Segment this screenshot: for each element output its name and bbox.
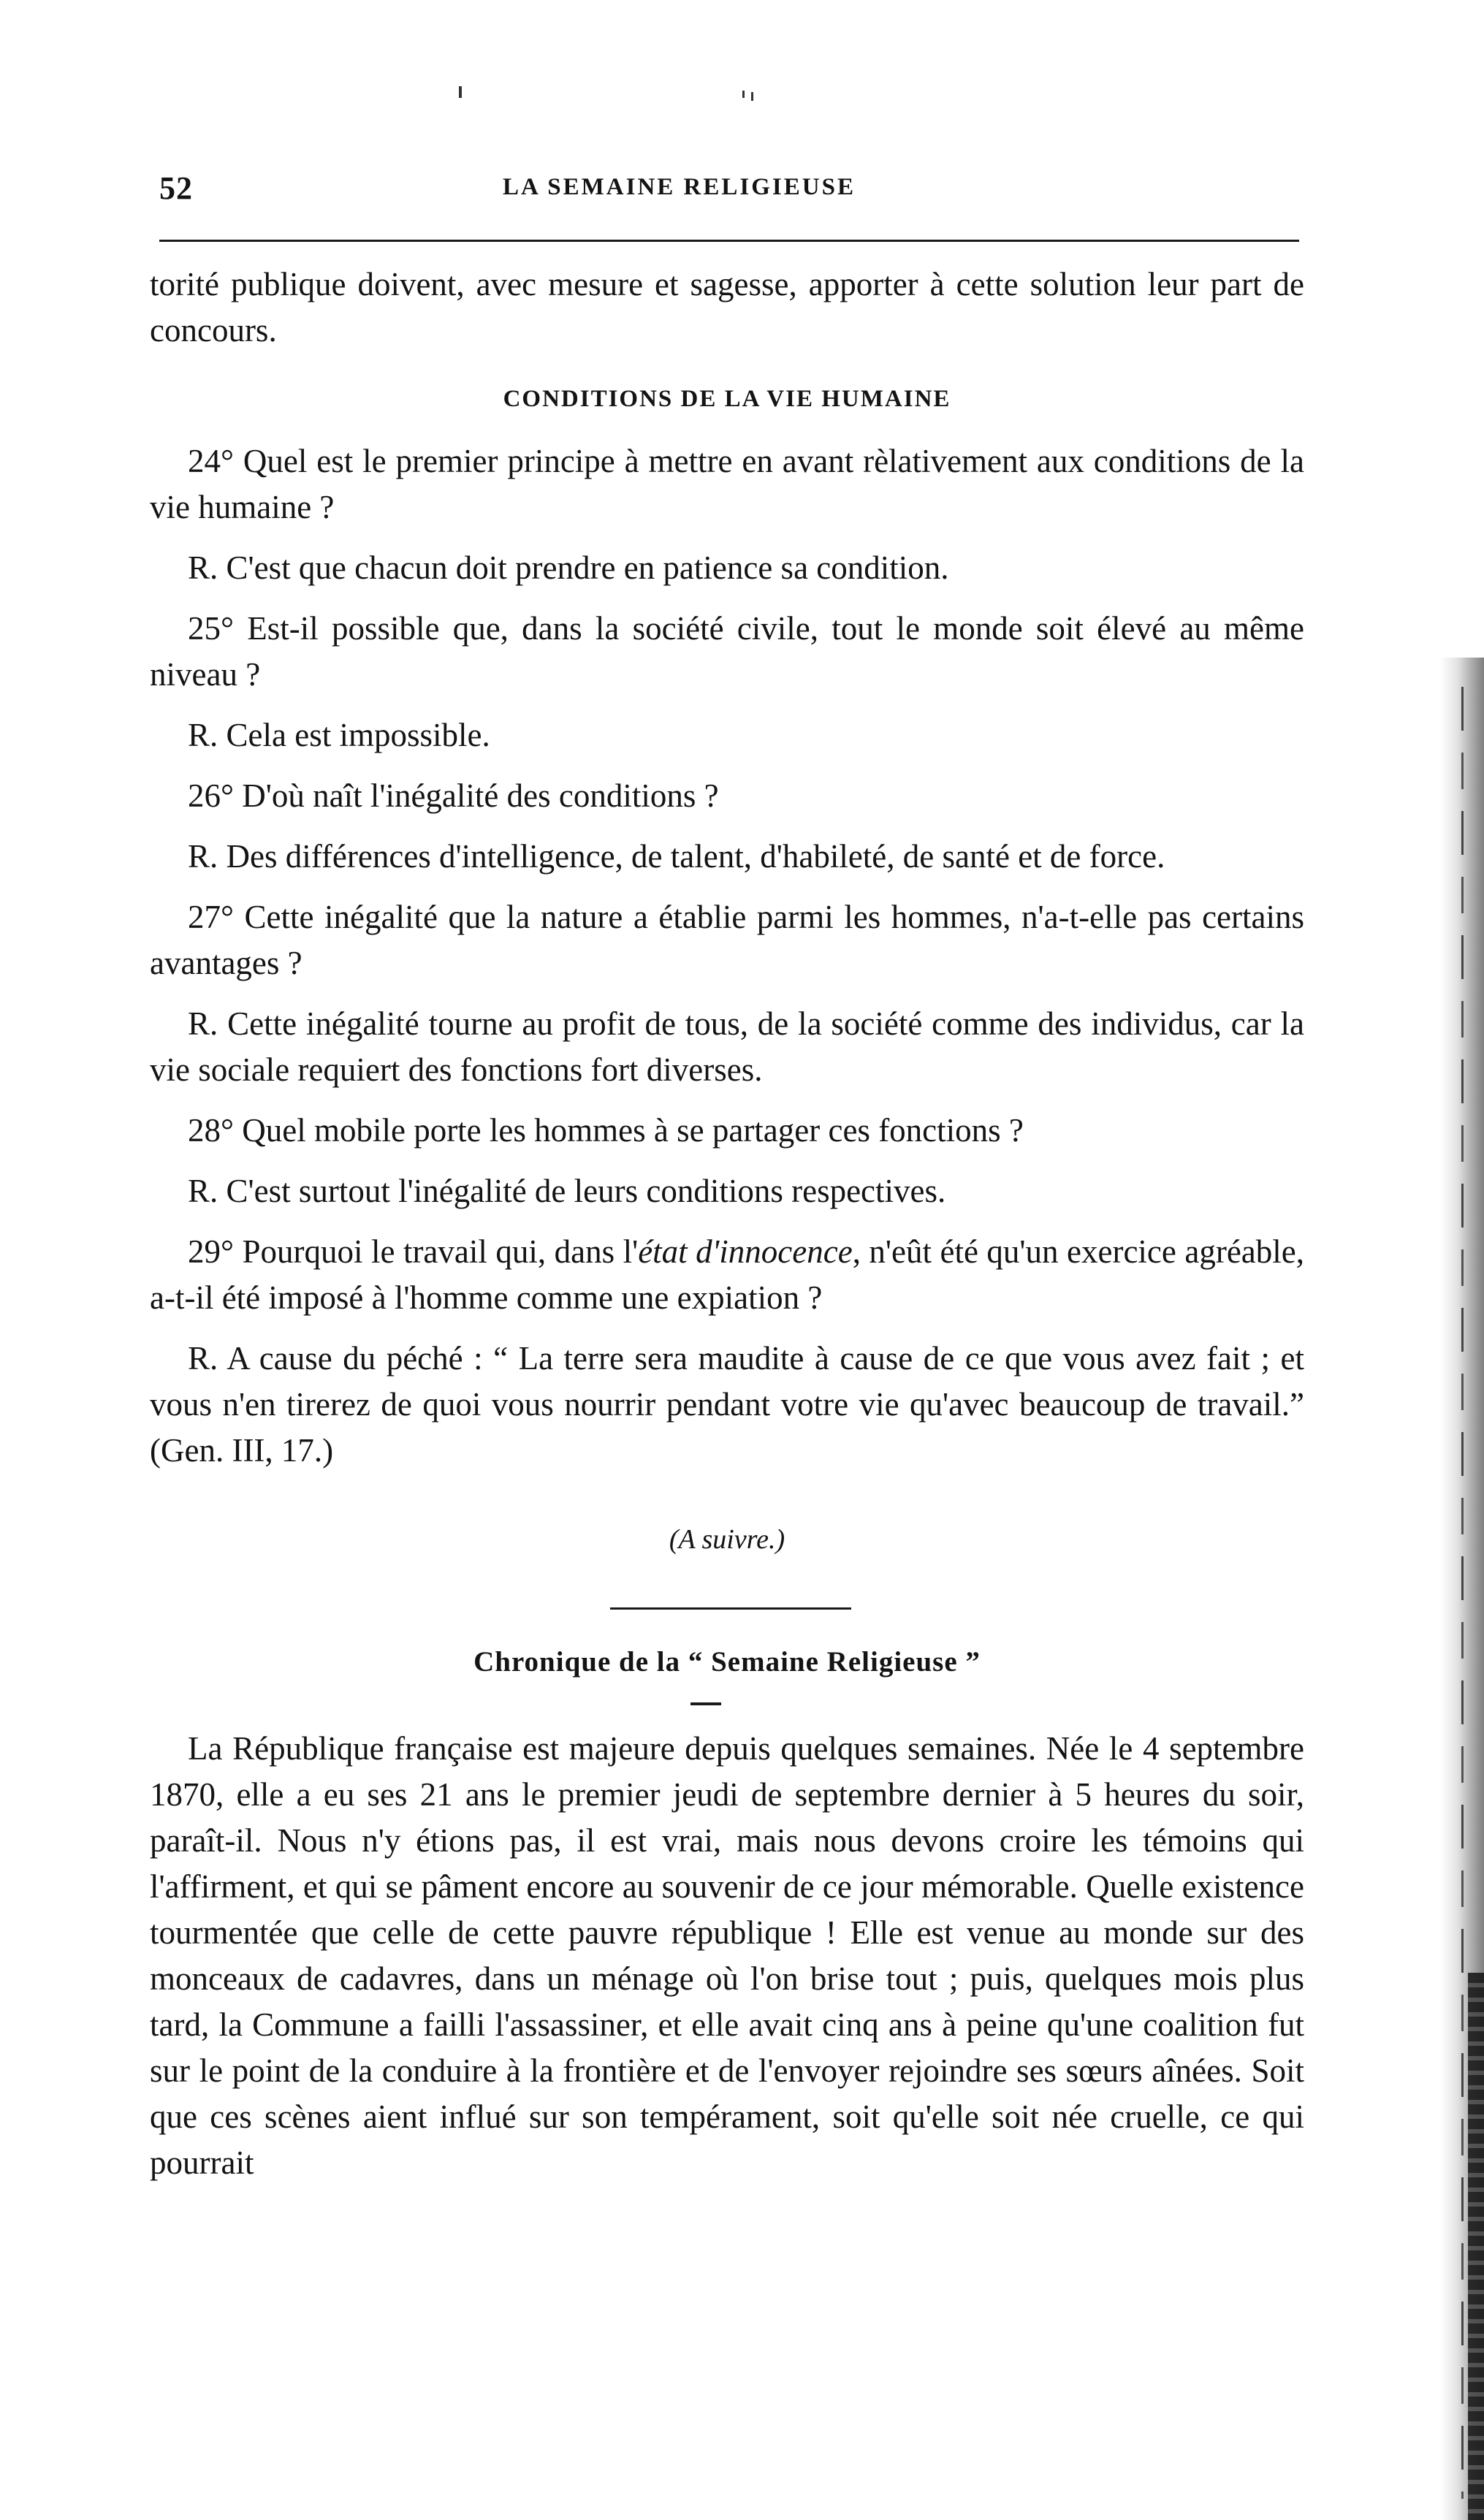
chronicle-paragraph: La République française est majeure depuis quelques semaines. Née le 4 septembre 1870, elle a eu ses 21 ans le premier jeudi de septembre dernier à 5 heures du soir, paraît-il. Nous n'y étions pas, il est vrai, mais nous devons croire les témoins qui l'affirment, et qui se pâment encore au souvenir de ce jour mémorable. Quelle existence tourmentée que celle de cette pauvre république ! Elle est venue au monde sur des monceaux de cadavres, dans un ménage où l'on brise tout ; puis, quelques mois plus tard, la Commune a failli l'assassiner, et elle avait cinq ans à peine qu'une coalition fut sur le point de la conduire à la frontière et de l'envoyer rejoindre ses sœurs aînées. Soit que ces scènes aient influé sur son tempérament, soit qu'elle soit née cruelle, ce qui pourrait	[150, 1730, 1304, 2181]
separator-rule	[610, 1607, 851, 1610]
title-dash	[690, 1702, 721, 1705]
scan-speck	[751, 92, 753, 101]
question-28: 28° Quel mobile porte les hommes à se partager ces fonctions ?	[188, 1112, 1024, 1149]
answer-26: R. Des différences d'intelligence, de talent, d'habileté, de santé et de force.	[188, 838, 1165, 875]
page-number: 52	[159, 170, 193, 206]
intro-paragraph: torité publique doivent, avec mesure et sagesse, apporter à cette solution leur part de concours.	[150, 266, 1304, 349]
answer-28: R. C'est surtout l'inégalité de leurs conditions respectives.	[188, 1173, 946, 1209]
question-26: 26° D'où naît l'inégalité des conditions ?	[188, 777, 719, 814]
section-title: CONDITIONS DE LA VIE HUMAINE	[503, 386, 951, 412]
answer-25: R. Cela est impossible.	[188, 717, 490, 753]
question-27: 27° Cette inégalité que la nature a établie parmi les hommes, n'a-t-elle pas certains avantages ?	[150, 899, 1304, 981]
chronicle-title: Chronique de la “ Semaine Religieuse ”	[473, 1646, 981, 1678]
binding-edge	[1461, 687, 1464, 2499]
header-rule	[159, 240, 1299, 242]
answer-27: R. Cette inégalité tourne au profit de tous, de la société comme des individus, car la vie sociale requiert des fonctions fort diverses.	[150, 1005, 1304, 1088]
catechism-list	[150, 438, 1304, 1474]
journal-title: LA SEMAINE RELIGIEUSE	[503, 174, 856, 200]
running-head	[159, 170, 1299, 213]
binding-edge-dark	[1468, 1973, 1484, 2520]
to-follow-note: (A suivre.)	[669, 1524, 785, 1555]
question-29-start: 29° Pourquoi le travail qui, dans l'	[188, 1233, 639, 1270]
scan-speck	[459, 86, 462, 98]
answer-29: R. A cause du péché : “ La terre sera maudite à cause de ce que vous avez fait ; et vous n'en tirerez de quoi vous nourrir pendant votre vie qu'avec beaucoup de travail.” (Gen. III, 17.)	[150, 1340, 1304, 1469]
question-29	[150, 1229, 1304, 1321]
question-29-italic: état d'innocence	[638, 1233, 853, 1270]
scan-speck	[742, 91, 745, 98]
question-29-end: , n'eût été qu'un exercice agréable, a-t-il été imposé à l'homme comme une expiation ?	[150, 1233, 1304, 1316]
question-25: 25° Est-il possible que, dans la société civile, tout le monde soit élevé au même niveau ?	[150, 610, 1304, 693]
answer-24: R. C'est que chacun doit prendre en patience sa condition.	[188, 549, 949, 586]
question-24: 24° Quel est le premier principe à mettre en avant rèlativement aux conditions de la vie humaine ?	[150, 443, 1304, 525]
